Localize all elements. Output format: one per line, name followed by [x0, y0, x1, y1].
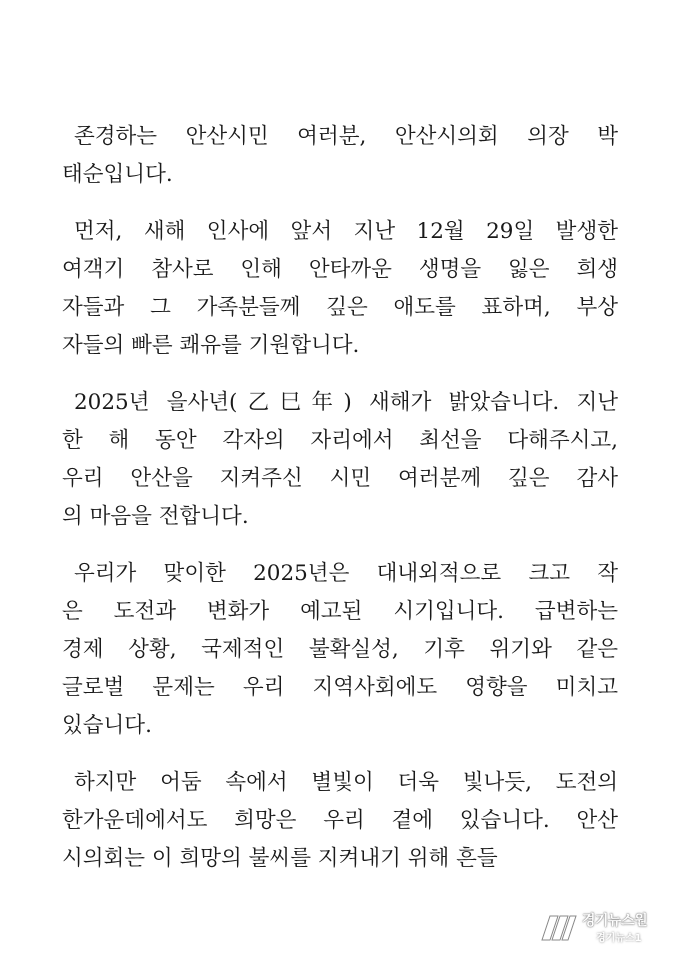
text-line: 존경하는 안산시민 여러분, 안산시의회 의장 박: [74, 124, 618, 149]
text-line: 한가운데에서도 희망은 우리 곁에 있습니다. 안산: [62, 808, 618, 833]
watermark: [538, 908, 666, 948]
text-line: 경제 상황, 국제적인 불확실성, 기후 위기와 같은: [62, 637, 618, 662]
document-body: [62, 118, 618, 897]
text-line: 자들의 빠른 쾌유를 기원합니다.: [62, 333, 360, 358]
paragraph: [62, 555, 618, 745]
text-line: 우리 안산을 지켜주신 시민 여러분께 깊은 감사: [62, 466, 618, 491]
gnt-logo-icon: [538, 910, 580, 944]
paragraph: [62, 118, 618, 194]
paragraph: [62, 213, 618, 365]
text-line: 2025년 을사년(乙巳年) 새해가 밝았습니다. 지난: [74, 390, 618, 415]
text-line: 우리가 맞이한 2025년은 대내외적으로 크고 작: [74, 561, 618, 586]
text-line: 자들과 그 가족분들께 깊은 애도를 표하며, 부상: [62, 295, 618, 320]
text-line: 글로벌 문제는 우리 지역사회에도 영향을 미치고: [62, 675, 618, 700]
watermark-title: 경기뉴스원: [582, 913, 648, 929]
paragraph: [62, 384, 618, 536]
watermark-subtitle: 경기뉴스1: [596, 933, 642, 944]
text-line: 한 해 동안 각자의 자리에서 최선을 다해주시고,: [62, 428, 618, 453]
text-line: 있습니다.: [62, 713, 152, 738]
text-line: 여객기 참사로 인해 안타까운 생명을 잃은 희생: [62, 257, 618, 282]
paragraph: [62, 764, 618, 878]
text-line: 하지만 어둠 속에서 별빛이 더욱 빛나듯, 도전의: [74, 770, 618, 795]
text-line: 의 마음을 전합니다.: [62, 504, 249, 529]
text-line: 태순입니다.: [62, 162, 173, 187]
text-line: 은 도전과 변화가 예고된 시기입니다. 급변하는: [62, 599, 618, 624]
text-line: 시의회는 이 희망의 불씨를 지켜내기 위해 흔들: [62, 846, 498, 871]
text-line: 먼저, 새해 인사에 앞서 지난 12월 29일 발생한: [74, 219, 618, 244]
